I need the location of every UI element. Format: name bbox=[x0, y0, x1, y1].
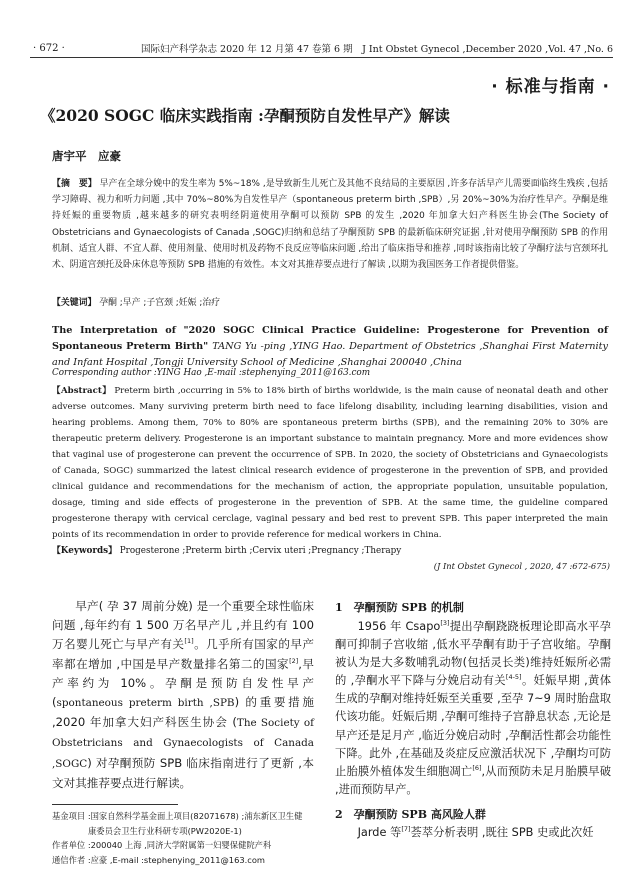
chinese-abstract-label: 【摘 要】 bbox=[52, 179, 97, 189]
section-1-heading: 1 孕酮预防 SPB 的机制 bbox=[335, 601, 464, 614]
english-authors: TANG Yu -ping ,YING Hao. Department of Obstetrics ,Shanghai First Maternity and Infant Hospital ,Tongji University School of Medicine ,Shanghai 200040 ,China bbox=[52, 341, 608, 368]
english-keywords bbox=[52, 543, 401, 556]
chinese-abstract bbox=[52, 176, 608, 273]
english-abstract bbox=[52, 383, 608, 543]
chinese-keywords-text: 孕酮 ;早产 ;子宫颈 ;妊娠 ;治疗 bbox=[99, 298, 221, 308]
intro-text-d: ) 的重要措施 ,2020 年加拿大妇产科医生协会 ( bbox=[52, 695, 314, 730]
english-abstract-text: Preterm birth ,occurring in 5% to 18% birth of births worldwide, is the main cause of neonatal death and other adverse outcomes. Many surviving preterm birth need to face lifelong disability, including learning disabilities, vision and hearing problems. Among them, 70% to 80% are spontaneous preterm births (SPB), and the remaining 20% to 30% are therapeutic preterm delivery. Progesterone is an important substance to maintain pregnancy. More and more evidences show that vaginal use of progesterone can prevent the occurrence of SPB. In 2020, the society of Obstetricians and Gynaecologists of Canada, SOGC) summarized the latest clinical research evidence of progesterone in the prevention of SPB, and provided clinical guidance and recommendations for the mechanism of action, the appropriate population, unsuitable population, dosage, timing and side effects of progesterone in the prevention of SPB. At the same time, the guideline compared progesterone therapy with cervical cerclage, vaginal pessary and bed rest to prevent SPB. This paper interpreted the main points of its recommendation in order to provide reference for medical workers in China. bbox=[52, 386, 608, 540]
article-title: 《2020 SOGC 临床实践指南 :孕酮预防自发性早产》解读 bbox=[40, 106, 450, 125]
footnote-rule bbox=[52, 804, 178, 805]
footnote-corresponding: 通信作者 :应豪 ,E-mail :stephenying_2011@163.com bbox=[52, 854, 265, 865]
article-authors: 唐宇平 应豪 bbox=[52, 149, 121, 163]
english-keywords-label: 【Keywords】 bbox=[52, 546, 117, 556]
journal-header: 国际妇产科学杂志 2020 年 12 月第 47 卷第 6 期 J Int Obstet Gynecol ,December 2020 ,Vol. 47 ,No. 6 bbox=[141, 44, 613, 55]
sec1-text-a: 1956 年 Csapo bbox=[357, 620, 441, 633]
reference-2[interactable]: [2] bbox=[289, 656, 299, 665]
chinese-keywords bbox=[52, 295, 220, 308]
section-1-paragraph bbox=[335, 618, 611, 799]
corresponding-author: Corresponding author :YING Hao ,E-mail :stephenying_2011@163.com bbox=[52, 368, 371, 378]
intro-latin-2: The Society of Obstetricians and Gynaecologists of Canada ,SOGC bbox=[52, 717, 314, 770]
sec1-text-d: ,从而预防未足月胎膜早破 ,进而预防早产。 bbox=[335, 764, 611, 796]
english-abstract-label: 【Abstract】 bbox=[52, 386, 112, 396]
reference-4[interactable]: [4-5] bbox=[505, 673, 522, 682]
sec2-text-a: Jarde 等 bbox=[357, 826, 402, 839]
intro-paragraph bbox=[52, 597, 314, 793]
intro-text-c: ,早产率约为 10%。孕酮是预防自发性早产( bbox=[52, 656, 315, 710]
page-number: · 672 · bbox=[33, 43, 65, 54]
section-2-body bbox=[335, 824, 611, 842]
section-label: · 标准与指南 · bbox=[491, 77, 610, 97]
intro-text-a: 早产( 孕 37 周前分娩) 是一个重要全球性临床问题 ,每年约有 1 500 万名早产儿 ,并且约有 100 万名婴儿死亡与早产有关 bbox=[52, 599, 314, 652]
body-intro bbox=[52, 597, 314, 793]
intro-text-e: ) 对孕酮预防 SPB 临床指南进行了更新 ,本文对其推荐要点进行解读。 bbox=[52, 755, 314, 790]
reference-1[interactable]: [1] bbox=[184, 637, 194, 646]
intro-text-b: 。几乎所有国家的早产率都在增加 ,中国是早产数量排名第二的国家 bbox=[52, 637, 314, 671]
chinese-keywords-label: 【关键词】 bbox=[52, 298, 97, 308]
section-2-paragraph bbox=[335, 824, 611, 842]
footnote-fund: 基金项目 :国家自然科学基金面上项目(82071678) ;浦东新区卫生健 bbox=[52, 811, 303, 821]
reference-6[interactable]: [7] bbox=[401, 825, 411, 834]
section-2-heading: 2 孕酮预防 SPB 高风险人群 bbox=[335, 808, 486, 821]
intro-latin-1: spontaneous preterm birth ,SPB bbox=[56, 697, 235, 710]
sec2-text-b: 荟萃分析表明 ,既往 SPB 史或此次妊 bbox=[410, 826, 594, 839]
footnote bbox=[52, 809, 314, 867]
sec1-text-c: 。妊娠早期 ,黄体生成的孕酮对维持妊娠至关重要 ,至孕 7~9 周时胎盘取代该功能。妊娠后期 ,孕酮可维持子宫静息状态 ,无论是早产还是足月产 ,临近分娩启动时 ,孕酮活性都会功能性下降。此外 ,在基础及炎症反应激活状况下 ,孕酮均可防止胎膜外植体发生细胞凋亡 bbox=[335, 674, 611, 778]
sec1-text-b: 提出孕酮跷跷板理论即高水平孕酮可抑制子宫收缩 ,低水平孕酮有助于子宫收缩。孕酮被认为是大多数哺乳动物(包括灵长类)维持妊娠所必需的 ,孕酮水平下降与分娩启动有关 bbox=[335, 620, 611, 688]
reference-3[interactable]: [3] bbox=[440, 619, 450, 628]
english-title: The Interpretation of "2020 SOGC Clinical Practice Guideline: Progesterone for Prevention of Spontaneous Preterm Birth" bbox=[52, 325, 608, 352]
chinese-abstract-text: 早产在全球分娩中的发生率为 5%~18% ,是导致新生儿死亡及其他不良结局的主要原因 ,许多存活早产儿需要面临终生残疾 ,包括学习障碍、视力和听力问题 ,其中 70%~80%为自发性早产（spontaneous preterm birth ,SPB）,另 20%~30%为治疗性早产。孕酮是维持妊娠的重要物质 ,越来越多的研究表明经阴道使用孕酮可以预防 SPB 的发生 ,2020 年加拿大妇产科医生协会(The Society of Obstetricians and Gynaecologists of Canada ,SOGC)归纳和总结了孕酮预防 SPB 的最新临床研究证据 ,针对使用孕酮预防 SPB 的作用机制、适宜人群、不宜人群、使用剂量、使用时机及药物不良反应等临床问题 ,给出了临床指导和推荐 ,同时该指南比较了孕酮疗法与宫颈环扎术、阴道宫颈托及卧床休息等预防 SPB 措施的有效性。本文对其推荐要点进行了解读 ,以期为我国医务工作者提供借鉴。 bbox=[52, 179, 608, 271]
reference-5[interactable]: [6] bbox=[472, 763, 482, 772]
citation: (J Int Obstet Gynecol , 2020, 47 :672-675) bbox=[433, 561, 610, 571]
footnote-fund-continued: 康委员会卫生行业科研专项(PW2020E-1) bbox=[88, 825, 242, 836]
english-title-block bbox=[52, 323, 608, 371]
english-keywords-text: Progesterone ;Preterm birth ;Cervix uteri ;Pregnancy ;Therapy bbox=[119, 546, 402, 556]
header-rule bbox=[30, 57, 613, 58]
footnote-unit: 作者单位 :200040 上海 ,同济大学附属第一妇婴保健院产科 bbox=[52, 840, 272, 850]
section-1-body bbox=[335, 618, 611, 799]
